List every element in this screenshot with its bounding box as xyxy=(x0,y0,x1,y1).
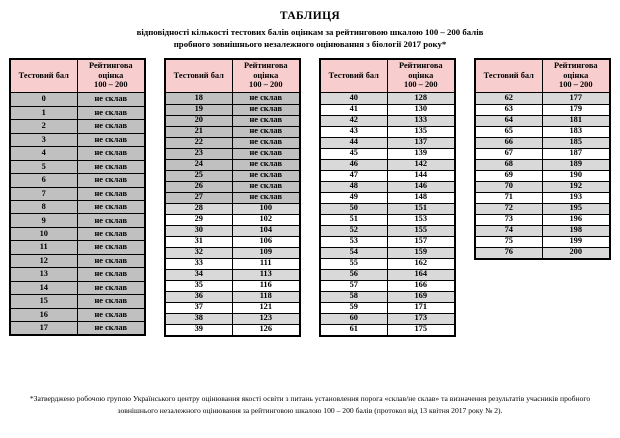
table-row xyxy=(321,291,454,302)
table-row xyxy=(11,281,144,294)
subtitle-line-1: відповідності кількості тестових балів оцінкам за рейтинговою шкалою 100 – 200 балів xyxy=(136,26,484,37)
table-row xyxy=(476,115,609,126)
rating-cell: 113 xyxy=(259,269,272,279)
rating-header-line: Рейтингова xyxy=(398,61,443,71)
test-score-cell: 24 xyxy=(166,160,233,170)
rating-cell: не склав xyxy=(94,148,128,158)
test-score-cell: 76 xyxy=(476,248,543,258)
test-score-cell: 31 xyxy=(166,237,233,247)
test-score-cell: 8 xyxy=(11,201,78,213)
test-score-cell: 49 xyxy=(321,193,388,203)
table-body xyxy=(166,93,299,335)
table-row xyxy=(11,160,144,173)
table-row xyxy=(321,192,454,203)
test-score-cell: 36 xyxy=(166,292,233,302)
table-row xyxy=(476,225,609,236)
table-row xyxy=(166,214,299,225)
rating-cell: 200 xyxy=(569,247,583,257)
table-row xyxy=(166,225,299,236)
test-score-cell: 39 xyxy=(166,325,233,335)
test-score-cell: 67 xyxy=(476,149,543,159)
test-score-cell: 48 xyxy=(321,182,388,192)
column-header-rating xyxy=(233,60,300,92)
rating-cell: 137 xyxy=(414,137,428,147)
test-score-cell: 71 xyxy=(476,193,543,203)
table-row xyxy=(166,313,299,324)
table-header xyxy=(166,60,299,93)
rating-cell: 109 xyxy=(259,247,273,257)
test-score-cell: 1 xyxy=(11,107,78,119)
table-row xyxy=(476,104,609,115)
test-score-cell: 6 xyxy=(11,174,78,186)
column-header-test-score: Тестовий бал xyxy=(321,60,388,92)
table-row xyxy=(321,170,454,181)
rating-cell: 123 xyxy=(259,313,273,323)
rating-cell: 128 xyxy=(414,92,428,102)
test-score-cell: 47 xyxy=(321,171,388,181)
rating-cell: 162 xyxy=(414,258,428,268)
table-row xyxy=(166,203,299,214)
rating-cell: 111 xyxy=(259,258,272,268)
rating-cell: 171 xyxy=(414,302,428,312)
test-score-cell: 2 xyxy=(11,120,78,132)
rating-cell: 144 xyxy=(414,170,428,180)
score-table-3 xyxy=(319,58,456,337)
table-row xyxy=(166,324,299,335)
rating-cell: не склав xyxy=(94,296,128,306)
test-score-cell: 59 xyxy=(321,303,388,313)
test-score-cell: 41 xyxy=(321,105,388,115)
rating-cell: 157 xyxy=(414,236,428,246)
rating-cell: не склав xyxy=(94,215,128,225)
test-score-cell: 72 xyxy=(476,204,543,214)
table-row xyxy=(321,247,454,258)
test-score-cell: 69 xyxy=(476,171,543,181)
table-row xyxy=(11,106,144,119)
table-row xyxy=(166,258,299,269)
rating-cell: 199 xyxy=(569,236,583,246)
table-row xyxy=(166,247,299,258)
rating-cell: 190 xyxy=(569,170,583,180)
test-score-cell: 12 xyxy=(11,255,78,267)
rating-cell: не склав xyxy=(94,269,128,279)
table-row xyxy=(166,148,299,159)
rating-cell: не склав xyxy=(94,255,128,265)
table-row xyxy=(11,308,144,321)
table-row xyxy=(321,181,454,192)
table-row xyxy=(166,104,299,115)
table-header xyxy=(476,60,609,93)
rating-cell: 195 xyxy=(569,203,583,213)
test-score-cell: 60 xyxy=(321,314,388,324)
table-row xyxy=(476,214,609,225)
rating-cell: не склав xyxy=(249,92,283,102)
table-row xyxy=(321,115,454,126)
test-score-cell: 43 xyxy=(321,127,388,137)
rating-cell: 133 xyxy=(414,115,428,125)
table-row xyxy=(11,93,144,106)
table-row xyxy=(321,302,454,313)
rating-cell: не склав xyxy=(249,148,283,158)
table-row xyxy=(166,181,299,192)
rating-header-line: Рейтингова xyxy=(243,61,288,71)
table-row xyxy=(11,187,144,200)
rating-cell: 130 xyxy=(414,104,428,114)
table-row xyxy=(166,291,299,302)
test-score-cell: 7 xyxy=(11,188,78,200)
table-row xyxy=(11,321,144,334)
test-score-cell: 15 xyxy=(11,295,78,307)
rating-cell: не склав xyxy=(94,309,128,319)
rating-cell: 153 xyxy=(414,214,428,224)
table-row xyxy=(321,93,454,104)
test-score-cell: 10 xyxy=(11,228,78,240)
rating-cell: 159 xyxy=(414,247,428,257)
rating-cell: не склав xyxy=(94,94,128,104)
rating-cell: 177 xyxy=(569,92,583,102)
test-score-cell: 50 xyxy=(321,204,388,214)
table-row xyxy=(476,126,609,137)
test-score-cell: 18 xyxy=(166,93,233,104)
table-row xyxy=(476,137,609,148)
score-tables-row xyxy=(0,58,620,337)
test-score-cell: 68 xyxy=(476,160,543,170)
table-row xyxy=(321,104,454,115)
rating-cell: не склав xyxy=(249,192,283,202)
table-row xyxy=(321,148,454,159)
table-row xyxy=(166,280,299,291)
test-score-cell: 38 xyxy=(166,314,233,324)
rating-cell: 102 xyxy=(259,214,273,224)
test-score-cell: 53 xyxy=(321,237,388,247)
page-title: ТАБЛИЦЯ xyxy=(279,10,341,22)
rating-cell: не склав xyxy=(249,170,283,180)
rating-cell: 139 xyxy=(414,148,428,158)
page-subtitle xyxy=(0,27,620,51)
rating-header-line: оцінка xyxy=(408,70,434,80)
test-score-cell: 55 xyxy=(321,259,388,269)
table-header xyxy=(11,60,144,93)
test-score-cell: 14 xyxy=(11,282,78,294)
table-body xyxy=(11,93,144,335)
table-row xyxy=(476,203,609,214)
test-score-cell: 64 xyxy=(476,116,543,126)
rating-cell: не склав xyxy=(94,228,128,238)
table-row xyxy=(11,119,144,132)
table-body xyxy=(476,93,609,258)
rating-cell: не склав xyxy=(94,161,128,171)
test-score-cell: 25 xyxy=(166,171,233,181)
table-row xyxy=(166,192,299,203)
test-score-cell: 32 xyxy=(166,248,233,258)
table-row xyxy=(476,93,609,104)
rating-cell: не склав xyxy=(249,104,283,114)
table-row xyxy=(11,146,144,159)
table-row xyxy=(166,269,299,280)
rating-cell: 148 xyxy=(414,192,428,202)
table-header xyxy=(321,60,454,93)
column-header-test-score: Тестовий бал xyxy=(11,60,78,92)
test-score-cell: 63 xyxy=(476,105,543,115)
test-score-cell: 58 xyxy=(321,292,388,302)
rating-cell: 135 xyxy=(414,126,428,136)
table-row xyxy=(476,236,609,247)
test-score-cell: 13 xyxy=(11,268,78,280)
subtitle-line-2: пробного зовнішнього незалежного оцінювання з біології 2017 року* xyxy=(173,38,447,49)
test-score-cell: 33 xyxy=(166,259,233,269)
table-row xyxy=(321,225,454,236)
test-score-cell: 54 xyxy=(321,248,388,258)
rating-cell: не склав xyxy=(94,175,128,185)
rating-cell: не склав xyxy=(249,137,283,147)
test-score-cell: 42 xyxy=(321,116,388,126)
rating-header-line: 100 – 200 xyxy=(404,80,438,90)
table-row xyxy=(321,159,454,170)
test-score-cell: 65 xyxy=(476,127,543,137)
table-row xyxy=(166,137,299,148)
table-row xyxy=(166,115,299,126)
rating-cell: 166 xyxy=(414,280,428,290)
test-score-cell: 51 xyxy=(321,215,388,225)
test-score-cell: 73 xyxy=(476,215,543,225)
rating-cell: не склав xyxy=(249,115,283,125)
rating-cell: 185 xyxy=(569,137,583,147)
rating-header-line: Рейтингова xyxy=(88,61,133,71)
rating-cell: не склав xyxy=(94,188,128,198)
table-row xyxy=(11,267,144,280)
test-score-cell: 30 xyxy=(166,226,233,236)
rating-cell: 121 xyxy=(259,302,273,312)
table-row xyxy=(321,280,454,291)
table-row xyxy=(476,247,609,258)
test-score-cell: 17 xyxy=(11,322,78,334)
rating-cell: 146 xyxy=(414,181,428,191)
table-row xyxy=(11,213,144,226)
table-row xyxy=(321,269,454,280)
rating-cell: 169 xyxy=(414,291,428,301)
table-row xyxy=(321,324,454,335)
table-row xyxy=(321,236,454,247)
rating-header-line: Рейтингова xyxy=(553,61,598,71)
test-score-cell: 0 xyxy=(11,93,78,106)
test-score-cell: 28 xyxy=(166,204,233,214)
rating-cell: 196 xyxy=(569,214,583,224)
rating-cell: не склав xyxy=(94,323,128,332)
table-row xyxy=(321,126,454,137)
table-row xyxy=(321,214,454,225)
test-score-cell: 11 xyxy=(11,241,78,253)
table-row xyxy=(476,181,609,192)
rating-cell: 183 xyxy=(569,126,583,136)
rating-cell: 155 xyxy=(414,225,428,235)
test-score-cell: 56 xyxy=(321,270,388,280)
table-row xyxy=(321,203,454,214)
rating-header-line: 100 – 200 xyxy=(94,80,128,90)
rating-cell: 116 xyxy=(259,280,272,290)
column-header-rating xyxy=(543,60,610,92)
rating-cell: не склав xyxy=(94,108,128,117)
rating-cell: не склав xyxy=(94,134,128,144)
test-score-cell: 75 xyxy=(476,237,543,247)
test-score-cell: 62 xyxy=(476,93,543,104)
test-score-cell: 19 xyxy=(166,105,233,115)
table-row xyxy=(321,137,454,148)
rating-cell: не склав xyxy=(249,181,283,191)
test-score-cell: 57 xyxy=(321,281,388,291)
table-row xyxy=(166,126,299,137)
test-score-cell: 40 xyxy=(321,93,388,104)
test-score-cell: 66 xyxy=(476,138,543,148)
rating-cell: 198 xyxy=(569,225,583,235)
table-row xyxy=(11,173,144,186)
rating-cell: 126 xyxy=(259,324,273,334)
table-row xyxy=(11,254,144,267)
test-score-cell: 45 xyxy=(321,149,388,159)
rating-cell: 192 xyxy=(569,181,583,191)
rating-cell: не склав xyxy=(249,126,283,136)
footnote: *Затверджено робочою групою Українського центру оцінювання якості освіти з питань установлення порога «склав/не склав» та визначення результатів учасників пробного зовнішнього незалежного оцінювання за рейтинговою шкалою 100 – 200 балів (протокол від 13 квітня 2017 року № 2). xyxy=(29,393,591,416)
rating-cell: не склав xyxy=(249,159,283,169)
rating-cell: 193 xyxy=(569,192,583,202)
score-table-4 xyxy=(474,58,611,260)
test-score-cell: 34 xyxy=(166,270,233,280)
test-score-cell: 44 xyxy=(321,138,388,148)
table-row xyxy=(321,258,454,269)
test-score-cell: 74 xyxy=(476,226,543,236)
rating-header-line: оцінка xyxy=(563,70,589,80)
test-score-cell: 5 xyxy=(11,161,78,173)
test-score-cell: 21 xyxy=(166,127,233,137)
test-score-cell: 27 xyxy=(166,193,233,203)
rating-header-line: 100 – 200 xyxy=(249,80,283,90)
table-body xyxy=(321,93,454,335)
table-row xyxy=(166,302,299,313)
table-row xyxy=(166,159,299,170)
test-score-cell: 35 xyxy=(166,281,233,291)
table-row xyxy=(166,93,299,104)
table-row xyxy=(11,294,144,307)
table-row xyxy=(11,200,144,213)
column-header-test-score: Тестовий бал xyxy=(476,60,543,92)
test-score-cell: 4 xyxy=(11,147,78,159)
rating-cell: 104 xyxy=(259,225,273,235)
test-score-cell: 29 xyxy=(166,215,233,225)
test-score-cell: 16 xyxy=(11,309,78,321)
table-row xyxy=(476,148,609,159)
column-header-rating xyxy=(388,60,455,92)
rating-cell: 142 xyxy=(414,159,428,169)
rating-header-line: 100 – 200 xyxy=(559,80,593,90)
test-score-cell: 20 xyxy=(166,116,233,126)
table-row xyxy=(11,240,144,253)
column-header-rating xyxy=(78,60,145,92)
table-row xyxy=(166,236,299,247)
rating-cell: 187 xyxy=(569,148,583,158)
test-score-cell: 26 xyxy=(166,182,233,192)
rating-cell: не склав xyxy=(94,282,128,292)
rating-cell: 179 xyxy=(569,104,583,114)
table-row xyxy=(476,159,609,170)
rating-cell: не склав xyxy=(94,121,128,131)
test-score-cell: 3 xyxy=(11,134,78,146)
rating-cell: 189 xyxy=(569,159,583,169)
rating-cell: 106 xyxy=(259,236,273,246)
rating-header-line: оцінка xyxy=(253,70,279,80)
rating-cell: 151 xyxy=(414,203,428,213)
test-score-cell: 37 xyxy=(166,303,233,313)
test-score-cell: 61 xyxy=(321,325,388,335)
test-score-cell: 52 xyxy=(321,226,388,236)
rating-cell: 164 xyxy=(414,269,428,279)
rating-cell: 173 xyxy=(414,313,428,323)
score-table-1 xyxy=(9,58,146,337)
test-score-cell: 70 xyxy=(476,182,543,192)
table-row xyxy=(476,192,609,203)
rating-cell: 175 xyxy=(414,324,428,334)
table-row xyxy=(476,170,609,181)
rating-cell: 181 xyxy=(569,115,583,125)
table-row xyxy=(11,133,144,146)
table-row xyxy=(321,313,454,324)
rating-cell: не склав xyxy=(94,242,128,252)
table-row xyxy=(166,170,299,181)
score-table-2 xyxy=(164,58,301,337)
table-row xyxy=(11,227,144,240)
column-header-test-score: Тестовий бал xyxy=(166,60,233,92)
test-score-cell: 9 xyxy=(11,214,78,226)
rating-header-line: оцінка xyxy=(98,70,124,80)
rating-cell: не склав xyxy=(94,202,128,212)
test-score-cell: 46 xyxy=(321,160,388,170)
rating-cell: 118 xyxy=(259,291,272,301)
test-score-cell: 22 xyxy=(166,138,233,148)
test-score-cell: 23 xyxy=(166,149,233,159)
rating-cell: 100 xyxy=(259,203,273,213)
